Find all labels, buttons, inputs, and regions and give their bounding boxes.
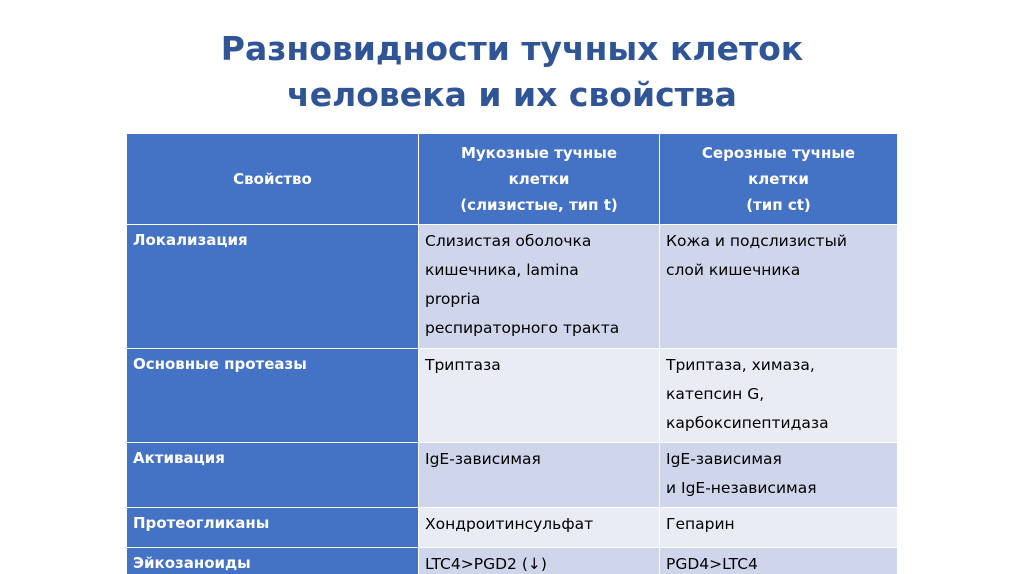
header-mucosal-line: Мукозные тучные: [460, 144, 618, 162]
cell-property: Локализация: [127, 225, 419, 349]
cell-mucosal: [419, 443, 660, 508]
slide-title-line-2: человека и их свойства: [287, 75, 737, 114]
header-serosal-line: (тип ct): [746, 196, 811, 214]
cell-line: propria: [425, 290, 481, 308]
slide-title: [0, 26, 1024, 118]
cell-line: Слизистая оболочка: [425, 232, 592, 250]
cell-line: Триптаза: [425, 356, 501, 374]
cell-mucosal: [419, 508, 660, 548]
header-serosal-line: клетки: [748, 170, 809, 188]
cell-property: Эйкозаноиды: [127, 548, 419, 574]
table-row-localization: [127, 225, 898, 349]
cell-line: Кожа и подслизистый: [666, 232, 847, 250]
cell-mucosal: [419, 349, 660, 443]
header-property: [127, 134, 419, 225]
header-property-label: Свойство: [233, 170, 312, 188]
header-serosal: [660, 134, 898, 225]
cell-serosal: [660, 443, 898, 508]
cell-property: Протеогликаны: [127, 508, 419, 548]
cell-mucosal: [419, 548, 660, 574]
cell-serosal: [660, 548, 898, 574]
table-row-proteoglycans: [127, 508, 898, 548]
header-mucosal-line: (слизистые, тип t): [460, 196, 618, 214]
cell-line: кишечника, lamina: [425, 261, 579, 279]
cell-line: и IgE-независимая: [666, 479, 817, 497]
table-row-activation: [127, 443, 898, 508]
cell-property: Основные протеазы: [127, 349, 419, 443]
cell-mucosal: [419, 225, 660, 349]
cell-line: IgE-зависимая: [666, 450, 782, 468]
cell-serosal: [660, 349, 898, 443]
cell-line: респираторного тракта: [425, 319, 620, 337]
header-mucosal: [419, 134, 660, 225]
cell-line: катепсин G,: [666, 385, 765, 403]
cell-line: карбоксипептидаза: [666, 414, 829, 432]
cell-line: Хондроитинсульфат: [425, 515, 594, 533]
slide-title-line-1: Разновидности тучных клеток: [220, 29, 804, 68]
table-row-proteases: [127, 349, 898, 443]
cell-line: слой кишечника: [666, 261, 801, 279]
cell-line: IgE-зависимая: [425, 450, 541, 468]
header-mucosal-line: клетки: [508, 170, 570, 188]
table-row-eicosanoids: [127, 548, 898, 574]
cell-serosal: [660, 225, 898, 349]
cell-serosal: [660, 508, 898, 548]
cell-line: Гепарин: [666, 515, 735, 533]
cell-property: Активация: [127, 443, 419, 508]
table-header-row: [127, 134, 898, 225]
cell-line: LTC4>PGD2 (↓): [425, 555, 547, 573]
cell-line: Триптаза, химаза,: [666, 356, 815, 374]
cell-line: PGD4>LTC4: [666, 555, 758, 573]
mast-cell-properties-table: [126, 133, 898, 574]
header-serosal-line: Серозные тучные: [701, 144, 856, 162]
